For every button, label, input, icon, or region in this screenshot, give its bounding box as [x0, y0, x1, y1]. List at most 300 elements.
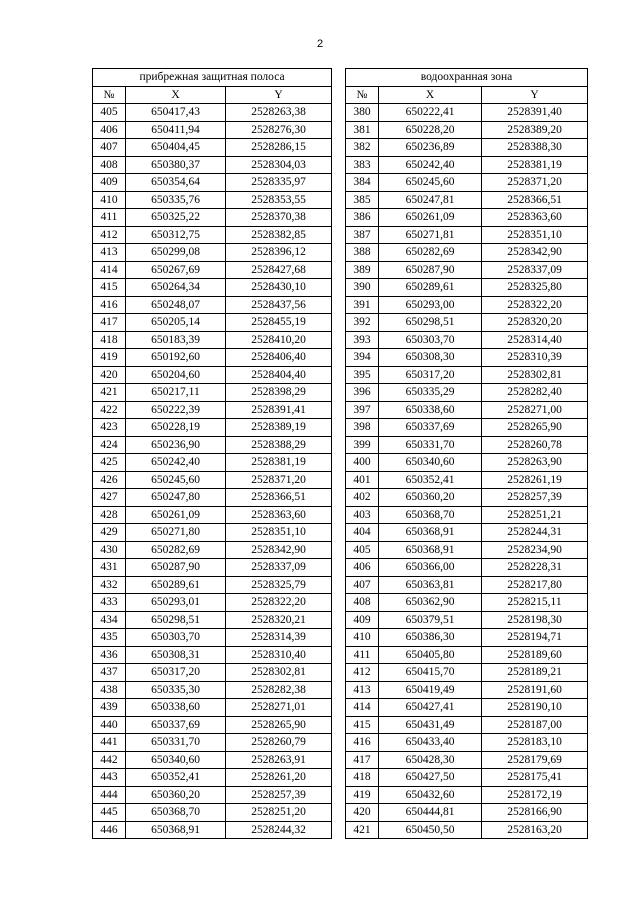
cell-y: 2528322,20: [482, 296, 588, 314]
cell-x: 650340,60: [126, 751, 226, 769]
cell-y: 2528189,60: [482, 646, 588, 664]
table-row: [346, 401, 588, 419]
cell-x: 650331,70: [126, 734, 226, 752]
cell-number: 415: [93, 279, 126, 297]
table-row: [346, 646, 588, 664]
cell-y: 2528163,20: [482, 821, 588, 839]
cell-x: 650205,14: [126, 314, 226, 332]
cell-y: 2528265,90: [226, 716, 332, 734]
page-number: 2: [316, 38, 324, 50]
column-header-number: №: [346, 86, 379, 104]
cell-y: 2528371,20: [482, 174, 588, 192]
cell-x: 650293,00: [379, 296, 482, 314]
cell-number: 415: [346, 716, 379, 734]
cell-number: 383: [346, 156, 379, 174]
cell-x: 650415,70: [379, 664, 482, 682]
cell-y: 2528190,10: [482, 699, 588, 717]
cell-x: 650303,70: [126, 629, 226, 647]
cell-x: 650335,76: [126, 191, 226, 209]
table-row: [346, 209, 588, 227]
table-row: [346, 366, 588, 384]
cell-number: 420: [93, 366, 126, 384]
cell-y: 2528322,20: [226, 594, 332, 612]
coastal-protection-strip-table: [92, 68, 332, 839]
table-row: [93, 366, 332, 384]
cell-number: 417: [346, 751, 379, 769]
cell-x: 650308,31: [126, 646, 226, 664]
table-row: [346, 699, 588, 717]
cell-y: 2528302,81: [226, 664, 332, 682]
cell-y: 2528353,55: [226, 191, 332, 209]
table-row: [93, 436, 332, 454]
table-row: [346, 226, 588, 244]
cell-x: 650427,41: [379, 699, 482, 717]
cell-y: 2528261,19: [482, 471, 588, 489]
cell-y: 2528404,40: [226, 366, 332, 384]
cell-y: 2528370,38: [226, 209, 332, 227]
cell-number: 410: [93, 191, 126, 209]
cell-x: 650338,60: [379, 401, 482, 419]
cell-number: 380: [346, 104, 379, 122]
cell-x: 650433,40: [379, 734, 482, 752]
cell-number: 392: [346, 314, 379, 332]
cell-number: 398: [346, 419, 379, 437]
cell-x: 650432,60: [379, 786, 482, 804]
cell-x: 650308,30: [379, 349, 482, 367]
cell-y: 2528410,20: [226, 331, 332, 349]
cell-x: 650289,61: [379, 279, 482, 297]
cell-y: 2528325,80: [482, 279, 588, 297]
cell-x: 650261,09: [126, 506, 226, 524]
table-row: [346, 559, 588, 577]
cell-number: 384: [346, 174, 379, 192]
table-row: [346, 279, 588, 297]
table-row: [346, 786, 588, 804]
cell-y: 2528271,01: [226, 699, 332, 717]
cell-x: 650380,37: [126, 156, 226, 174]
cell-y: 2528320,21: [226, 611, 332, 629]
cell-x: 650217,11: [126, 384, 226, 402]
cell-x: 650204,60: [126, 366, 226, 384]
cell-y: 2528363,60: [226, 506, 332, 524]
cell-y: 2528310,39: [482, 349, 588, 367]
table-row: [346, 821, 588, 839]
cell-y: 2528437,56: [226, 296, 332, 314]
cell-x: 650404,45: [126, 139, 226, 157]
cell-y: 2528382,85: [226, 226, 332, 244]
table-row: [346, 244, 588, 262]
cell-number: 433: [93, 594, 126, 612]
cell-number: 443: [93, 769, 126, 787]
cell-number: 439: [93, 699, 126, 717]
cell-number: 421: [346, 821, 379, 839]
cell-y: 2528276,30: [226, 121, 332, 139]
table-body: [93, 104, 332, 839]
cell-number: 416: [346, 734, 379, 752]
cell-y: 2528271,00: [482, 401, 588, 419]
cell-x: 650340,60: [379, 454, 482, 472]
cell-number: 400: [346, 454, 379, 472]
cell-y: 2528430,10: [226, 279, 332, 297]
cell-y: 2528244,32: [226, 821, 332, 839]
cell-y: 2528263,91: [226, 751, 332, 769]
cell-x: 650431,49: [379, 716, 482, 734]
cell-y: 2528314,40: [482, 331, 588, 349]
table-row: [93, 261, 332, 279]
cell-y: 2528455,19: [226, 314, 332, 332]
table-title: водоохранная зона: [346, 69, 588, 87]
cell-number: 388: [346, 244, 379, 262]
table-row: [346, 349, 588, 367]
table-row: [93, 279, 332, 297]
cell-y: 2528396,12: [226, 244, 332, 262]
cell-number: 441: [93, 734, 126, 752]
cell-y: 2528366,51: [226, 489, 332, 507]
cell-x: 650228,20: [379, 121, 482, 139]
cell-number: 401: [346, 471, 379, 489]
cell-y: 2528427,68: [226, 261, 332, 279]
cell-x: 650352,41: [379, 471, 482, 489]
table-row: [93, 699, 332, 717]
cell-x: 650428,30: [379, 751, 482, 769]
table-row: [93, 244, 332, 262]
cell-number: 402: [346, 489, 379, 507]
cell-number: 419: [93, 349, 126, 367]
cell-number: 414: [93, 261, 126, 279]
cell-x: 650289,61: [126, 576, 226, 594]
cell-x: 650245,60: [126, 471, 226, 489]
cell-y: 2528257,39: [226, 786, 332, 804]
cell-x: 650368,91: [379, 524, 482, 542]
cell-number: 430: [93, 541, 126, 559]
cell-y: 2528194,71: [482, 629, 588, 647]
cell-x: 650368,91: [379, 541, 482, 559]
cell-number: 413: [93, 244, 126, 262]
cell-number: 382: [346, 139, 379, 157]
cell-x: 650417,43: [126, 104, 226, 122]
cell-y: 2528310,40: [226, 646, 332, 664]
cell-x: 650312,75: [126, 226, 226, 244]
table-row: [93, 594, 332, 612]
cell-number: 432: [93, 576, 126, 594]
cell-y: 2528166,90: [482, 804, 588, 822]
cell-number: 406: [93, 121, 126, 139]
cell-y: 2528198,30: [482, 611, 588, 629]
table-row: [93, 331, 332, 349]
cell-x: 650287,90: [126, 559, 226, 577]
cell-x: 650271,80: [126, 524, 226, 542]
table-row: [93, 751, 332, 769]
cell-y: 2528304,03: [226, 156, 332, 174]
table-row: [346, 314, 588, 332]
cell-x: 650228,19: [126, 419, 226, 437]
cell-y: 2528286,15: [226, 139, 332, 157]
cell-number: 431: [93, 559, 126, 577]
table-row: [346, 104, 588, 122]
cell-x: 650282,69: [379, 244, 482, 262]
cell-number: 435: [93, 629, 126, 647]
cell-x: 650236,89: [379, 139, 482, 157]
cell-x: 650325,22: [126, 209, 226, 227]
table-row: [346, 296, 588, 314]
cell-x: 650247,81: [379, 191, 482, 209]
table-row: [93, 489, 332, 507]
cell-number: 421: [93, 384, 126, 402]
cell-y: 2528335,97: [226, 174, 332, 192]
cell-y: 2528265,90: [482, 419, 588, 437]
cell-x: 650363,81: [379, 576, 482, 594]
table-row: [346, 804, 588, 822]
cell-x: 650405,80: [379, 646, 482, 664]
table-row: [346, 751, 588, 769]
cell-y: 2528261,20: [226, 769, 332, 787]
cell-x: 650293,01: [126, 594, 226, 612]
cell-y: 2528175,41: [482, 769, 588, 787]
cell-number: 417: [93, 314, 126, 332]
table-row: [93, 454, 332, 472]
cell-number: 444: [93, 786, 126, 804]
cell-number: 414: [346, 699, 379, 717]
table-row: [346, 156, 588, 174]
cell-y: 2528389,20: [482, 121, 588, 139]
cell-y: 2528391,41: [226, 401, 332, 419]
cell-x: 650354,64: [126, 174, 226, 192]
table-row: [346, 629, 588, 647]
cell-number: 418: [346, 769, 379, 787]
table-row: [346, 664, 588, 682]
table-row: [346, 419, 588, 437]
cell-y: 2528189,21: [482, 664, 588, 682]
table-row: [346, 174, 588, 192]
table-row: [93, 174, 332, 192]
table-row: [93, 156, 332, 174]
cell-y: 2528351,10: [226, 524, 332, 542]
cell-number: 412: [93, 226, 126, 244]
cell-x: 650331,70: [379, 436, 482, 454]
table-row: [93, 506, 332, 524]
cell-x: 650338,60: [126, 699, 226, 717]
table-row: [93, 401, 332, 419]
cell-y: 2528234,90: [482, 541, 588, 559]
cell-number: 437: [93, 664, 126, 682]
cell-y: 2528228,31: [482, 559, 588, 577]
cell-number: 397: [346, 401, 379, 419]
cell-number: 416: [93, 296, 126, 314]
cell-y: 2528282,40: [482, 384, 588, 402]
table-row: [93, 314, 332, 332]
cell-y: 2528179,69: [482, 751, 588, 769]
cell-y: 2528251,21: [482, 506, 588, 524]
table-row: [93, 734, 332, 752]
table-row: [93, 629, 332, 647]
cell-x: 650337,69: [379, 419, 482, 437]
cell-number: 405: [93, 104, 126, 122]
table-row: [346, 489, 588, 507]
table-row: [93, 471, 332, 489]
table-row: [93, 786, 332, 804]
cell-x: 650386,30: [379, 629, 482, 647]
table-row: [346, 261, 588, 279]
cell-y: 2528363,60: [482, 209, 588, 227]
cell-y: 2528389,19: [226, 419, 332, 437]
cell-x: 650287,90: [379, 261, 482, 279]
cell-y: 2528257,39: [482, 489, 588, 507]
cell-y: 2528251,20: [226, 804, 332, 822]
cell-y: 2528381,19: [482, 156, 588, 174]
cell-number: 428: [93, 506, 126, 524]
cell-number: 396: [346, 384, 379, 402]
table-row: [346, 506, 588, 524]
cell-number: 423: [93, 419, 126, 437]
cell-x: 650335,30: [126, 681, 226, 699]
table-row: [93, 611, 332, 629]
table-row: [93, 541, 332, 559]
table-row: [346, 121, 588, 139]
cell-number: 389: [346, 261, 379, 279]
table-row: [93, 191, 332, 209]
table-body: [346, 104, 588, 839]
cell-y: 2528388,29: [226, 436, 332, 454]
cell-x: 650247,80: [126, 489, 226, 507]
cell-number: 407: [346, 576, 379, 594]
cell-x: 650282,69: [126, 541, 226, 559]
cell-y: 2528366,51: [482, 191, 588, 209]
table-row: [93, 646, 332, 664]
cell-x: 650366,00: [379, 559, 482, 577]
table-row: [346, 384, 588, 402]
water-protection-zone-table: [345, 68, 588, 839]
cell-number: 438: [93, 681, 126, 699]
cell-y: 2528302,81: [482, 366, 588, 384]
cell-number: 429: [93, 524, 126, 542]
cell-x: 650245,60: [379, 174, 482, 192]
table-row: [93, 296, 332, 314]
table-row: [93, 664, 332, 682]
cell-number: 442: [93, 751, 126, 769]
cell-x: 650222,39: [126, 401, 226, 419]
cell-number: 409: [346, 611, 379, 629]
cell-x: 650317,20: [379, 366, 482, 384]
cell-number: 390: [346, 279, 379, 297]
cell-y: 2528191,60: [482, 681, 588, 699]
table-row: [93, 209, 332, 227]
table-row: [346, 541, 588, 559]
cell-number: 386: [346, 209, 379, 227]
cell-x: 650236,90: [126, 436, 226, 454]
cell-x: 650335,29: [379, 384, 482, 402]
cell-x: 650450,50: [379, 821, 482, 839]
table-row: [346, 524, 588, 542]
cell-number: 445: [93, 804, 126, 822]
cell-x: 650419,49: [379, 681, 482, 699]
cell-x: 650411,94: [126, 121, 226, 139]
table-row: [346, 139, 588, 157]
table-row: [346, 734, 588, 752]
cell-y: 2528260,79: [226, 734, 332, 752]
cell-x: 650242,40: [379, 156, 482, 174]
cell-x: 650303,70: [379, 331, 482, 349]
table-row: [93, 104, 332, 122]
cell-x: 650360,20: [379, 489, 482, 507]
cell-number: 413: [346, 681, 379, 699]
cell-x: 650271,81: [379, 226, 482, 244]
cell-number: 411: [346, 646, 379, 664]
cell-y: 2528263,90: [482, 454, 588, 472]
cell-number: 422: [93, 401, 126, 419]
table-row: [93, 576, 332, 594]
cell-x: 650299,08: [126, 244, 226, 262]
table-row: [93, 769, 332, 787]
table-row: [346, 594, 588, 612]
cell-y: 2528320,20: [482, 314, 588, 332]
cell-number: 410: [346, 629, 379, 647]
table-row: [346, 471, 588, 489]
cell-number: 394: [346, 349, 379, 367]
cell-number: 440: [93, 716, 126, 734]
table-row: [346, 716, 588, 734]
column-header-y: Y: [226, 86, 332, 104]
column-header-x: X: [126, 86, 226, 104]
cell-y: 2528388,30: [482, 139, 588, 157]
table-row: [93, 681, 332, 699]
cell-number: 391: [346, 296, 379, 314]
cell-y: 2528260,78: [482, 436, 588, 454]
cell-y: 2528371,20: [226, 471, 332, 489]
cell-x: 650183,39: [126, 331, 226, 349]
cell-y: 2528314,39: [226, 629, 332, 647]
cell-x: 650368,70: [379, 506, 482, 524]
table-row: [346, 331, 588, 349]
cell-number: 393: [346, 331, 379, 349]
table-row: [93, 419, 332, 437]
cell-x: 650352,41: [126, 769, 226, 787]
cell-x: 650248,07: [126, 296, 226, 314]
cell-x: 650444,81: [379, 804, 482, 822]
cell-x: 650298,51: [379, 314, 482, 332]
cell-number: 406: [346, 559, 379, 577]
cell-x: 650317,20: [126, 664, 226, 682]
table-row: [346, 454, 588, 472]
cell-y: 2528342,90: [482, 244, 588, 262]
cell-y: 2528217,80: [482, 576, 588, 594]
table-row: [93, 559, 332, 577]
cell-y: 2528183,10: [482, 734, 588, 752]
cell-x: 650368,70: [126, 804, 226, 822]
table-row: [93, 804, 332, 822]
cell-number: 409: [93, 174, 126, 192]
cell-number: 381: [346, 121, 379, 139]
cell-number: 418: [93, 331, 126, 349]
cell-number: 420: [346, 804, 379, 822]
table-row: [346, 576, 588, 594]
cell-x: 650337,69: [126, 716, 226, 734]
cell-x: 650242,40: [126, 454, 226, 472]
cell-number: 405: [346, 541, 379, 559]
cell-y: 2528244,31: [482, 524, 588, 542]
table-row: [93, 139, 332, 157]
table-row: [346, 681, 588, 699]
cell-number: 412: [346, 664, 379, 682]
cell-number: 427: [93, 489, 126, 507]
cell-number: 399: [346, 436, 379, 454]
cell-y: 2528215,11: [482, 594, 588, 612]
cell-number: 385: [346, 191, 379, 209]
cell-x: 650362,90: [379, 594, 482, 612]
cell-x: 650368,91: [126, 821, 226, 839]
table-row: [93, 349, 332, 367]
cell-number: 403: [346, 506, 379, 524]
cell-y: 2528391,40: [482, 104, 588, 122]
